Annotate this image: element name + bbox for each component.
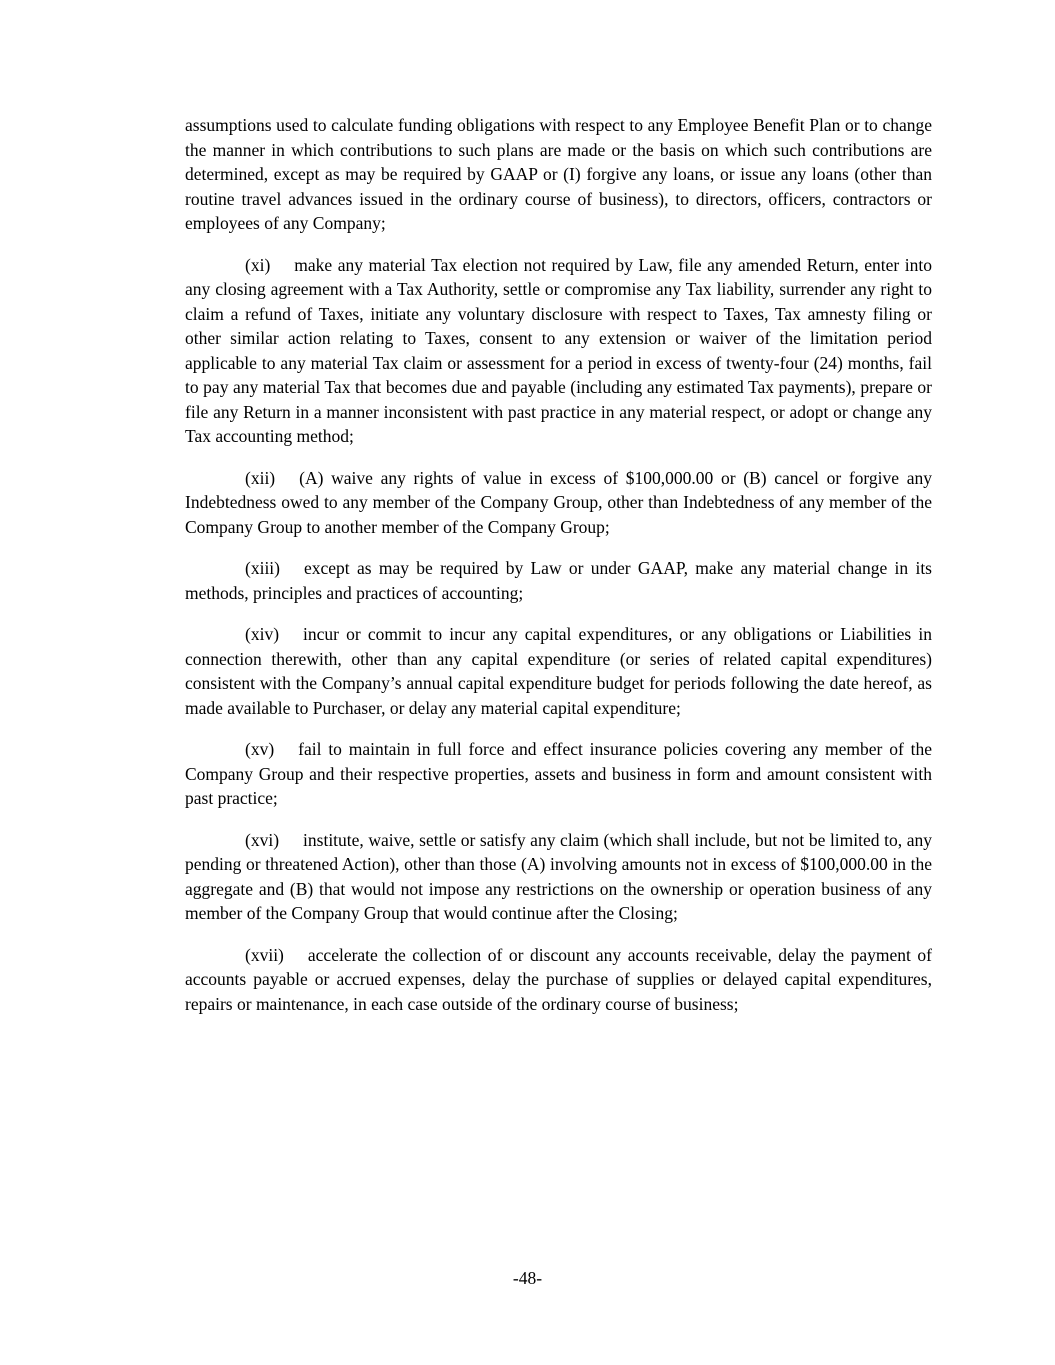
paragraph-continuation xyxy=(185,113,932,236)
clause-label: (xii) xyxy=(245,467,276,488)
paragraph-text: incur or commit to incur any capital expenditures, or any obligations or Liabilities in connection therewith, other than any capital expenditure (or series of related capital expenditures) consistent with the Company’s annual capital expenditure budget for periods following the date hereof, as made available to Purchaser, or delay any material capital expenditure; xyxy=(185,624,932,718)
paragraph-text: institute, waive, settle or satisfy any claim (which shall include, but not be limited to, any pending or threatened Action), other than those (A) involving amounts not in excess of $100,000.00 in the aggregate and (B) that would not impose any restrictions on the ownership or operation business of any member of the Company Group that would continue after the Closing; xyxy=(185,829,932,923)
clause-label: (xiii) xyxy=(245,558,280,578)
clause-xvii-paragraph xyxy=(185,943,932,1017)
paragraph-text: accelerate the collection of or discount any accounts receivable, delay the payment of accounts payable or accrued expenses, delay the purchase of supplies or delayed capital expenditures, repairs or maintenance, in each case outside of the ordinary course of business; xyxy=(185,944,932,1014)
clause-xiv-paragraph xyxy=(185,622,932,720)
clause-label: (xvii) xyxy=(245,944,284,965)
clause-xv-paragraph xyxy=(185,737,932,811)
paragraph-text: make any material Tax election not required by Law, file any amended Return, enter into any closing agreement with a Tax Authority, settle or compromise any Tax liability, surrender any right to claim a refund of Taxes, initiate any voluntary disclosure with respect to Taxes, Tax amnesty filing or other similar action relating to Taxes, consent to any extension or waiver of the limitation period applicable to any material Tax claim or assessment for a period in excess of twenty-four (24) months, fail to pay any material Tax that becomes due and payable (including any estimated Tax payments), prepare or file any Return in a manner inconsistent with past practice in any material respect, or adopt or change any Tax accounting method; xyxy=(185,254,932,446)
clause-xiii-paragraph xyxy=(185,556,932,605)
paragraph-text: (A) waive any rights of value in excess of $100,000.00 or (B) cancel or forgive any Indebtedness owed to any member of the Company Group, other than Indebtedness of any member of the Company Group to another member of the Company Group; xyxy=(185,467,932,537)
clause-label: (xv) xyxy=(245,739,275,759)
clause-label: (xi) xyxy=(245,254,271,275)
paragraph-text: fail to maintain in full force and effect insurance policies covering any member of the Company Group and their respective properties, assets and business in form and amount consistent with past practice; xyxy=(185,739,932,808)
clause-xii-paragraph xyxy=(185,466,932,540)
clause-xi-paragraph xyxy=(185,253,932,449)
clause-label: (xvi) xyxy=(245,829,280,850)
clause-xvi-paragraph xyxy=(185,828,932,926)
clause-label: (xiv) xyxy=(245,624,280,644)
page-number: -48- xyxy=(512,1268,543,1288)
paragraph-text: except as may be required by Law or under GAAP, make any material change in its methods, principles and practices of accounting; xyxy=(185,558,932,603)
document-body xyxy=(185,113,932,1033)
paragraph-text: assumptions used to calculate funding obligations with respect to any Employee Benefit Plan or to change the manner in which contributions to such plans are made or the basis on which such contributions are determined, except as may be required by GAAP or (I) forgive any loans, or issue any loans (other than routine travel advances issued in the ordinary course of business), to directors, officers, contractors or employees of any Company; xyxy=(185,115,932,233)
